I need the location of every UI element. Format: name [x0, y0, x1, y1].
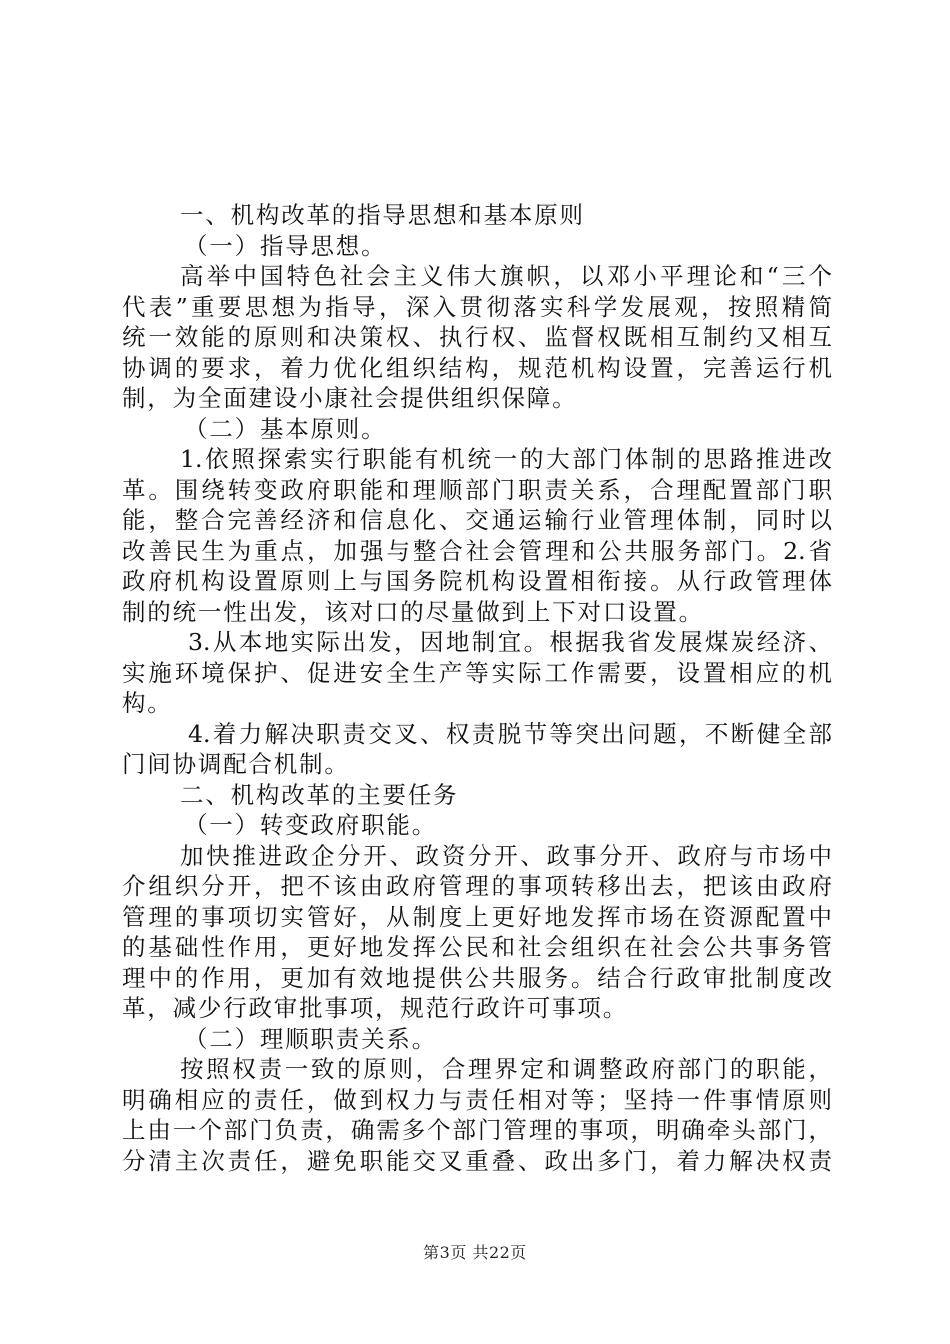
text-line: 革，减少行政审批事项，规范行政许可事项。	[122, 994, 628, 1022]
text-line: 改善民生为重点，加强与整合社会管理和公共服务部门。2.省	[122, 536, 832, 565]
text-line: 革。围绕转变政府职能和理顺部门职责关系，合理配置部门职	[122, 475, 832, 504]
text-line: 构。	[122, 689, 173, 717]
text-line: 一、机构改革的指导思想和基本原则	[180, 201, 585, 229]
text-line: 介组织分开，把不该由政府管理的事项转移出去，把该由政府	[122, 872, 832, 900]
text-line: 3.从本地实际出发，因地制宜。根据我省发展煤炭经济、	[188, 628, 832, 656]
text-line: （一）转变政府职能。	[184, 811, 437, 839]
text-line: 代表”重要思想为指导，深入贯彻落实科学发展观，按照精简	[122, 292, 832, 321]
text-line: （一）指导思想。	[184, 231, 387, 260]
text-line: 门间协调配合机制。	[122, 750, 350, 778]
text-line: 高举中国特色社会主义伟大旗帜，以邓小平理论和“三个	[180, 262, 832, 290]
text-line: 理中的作用，更加有效地提供公共服务。结合行政审批制度改	[122, 963, 832, 992]
page-footer	[0, 1240, 950, 1263]
text-line: 的基础性作用，更好地发挥公民和社会组织在社会公共事务管	[122, 933, 832, 961]
text-line: （二）理顺职责关系。	[184, 1024, 437, 1053]
text-line: 实施环境保护、促进安全生产等实际工作需要，设置相应的机	[122, 658, 832, 687]
text-line: 政府机构设置原则上与国务院机构设置相衔接。从行政管理体	[122, 567, 832, 595]
text-line: 管理的事项切实管好，从制度上更好地发挥市场在资源配置中	[122, 902, 832, 931]
text-line: 能，整合完善经济和信息化、交通运输行业管理体制，同时以	[122, 506, 832, 534]
text-line: 1.依照探索实行职能有机统一的大部门体制的思路推进改	[180, 445, 832, 473]
text-line: 分清主次责任，避免职能交叉重叠、政出多门，着力解决权责	[122, 1146, 832, 1175]
text-line: 按照权责一致的原则，合理界定和调整政府部门的职能，	[180, 1055, 832, 1083]
text-line: 制的统一性出发，该对口的尽量做到上下对口设置。	[122, 597, 704, 626]
page-number-label: 第3页 共22页	[423, 1243, 527, 1262]
text-line: 协调的要求，着力优化组织结构，规范机构设置，完善运行机	[122, 353, 832, 382]
text-line: 二、机构改革的主要任务	[180, 780, 459, 809]
text-line: 制，为全面建设小康社会提供组织保障。	[122, 384, 578, 412]
text-line: 上由一个部门负责，确需多个部门管理的事项，明确牵头部门，	[122, 1116, 832, 1144]
text-line: （二）基本原则。	[184, 414, 387, 443]
text-line: 统一效能的原则和决策权、执行权、监督权既相互制约又相互	[122, 323, 832, 351]
text-line: 4.着力解决职责交叉、权责脱节等突出问题，不断健全部	[188, 719, 832, 748]
document-body	[122, 200, 832, 1176]
text-line: 加快推进政企分开、政资分开、政事分开、政府与市场中	[180, 841, 832, 870]
text-line: 明确相应的责任，做到权力与责任相对等；坚持一件事情原则	[122, 1085, 832, 1114]
